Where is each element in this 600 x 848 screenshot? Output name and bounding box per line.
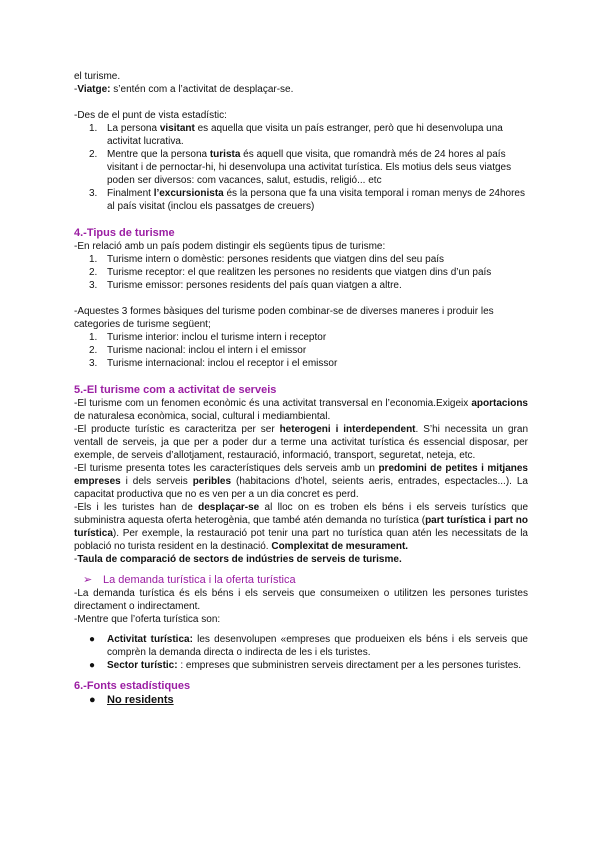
bullet-icon: ●: [89, 660, 96, 671]
section-5-para-1: -El turisme com un fenomen econòmic és una activitat transversal en l’economia.Exigeix aportacions de naturalesa econòmica, social, cultural i mediambiental.: [74, 398, 528, 422]
section-5-para-2: -El producte turístic es caracteritza per ser heterogeni i interdependent. S’hi necessita un gran ventall de serveis, ja que per a poder dur a terme una activitat turística és essencial disposar, per exemple, de serveis d’allotjament, restauració, informació, transport, seguretat, neteja, etc.: [74, 424, 528, 461]
arrow-icon: ➢: [83, 574, 93, 586]
list-item: 1. Turisme intern o domèstic: persones residents que viatgen dins del seu país: [89, 254, 445, 265]
demanda-para-2: -Mentre que l’oferta turística son:: [74, 614, 221, 625]
document-page: [74, 70, 528, 707]
demanda-para-1: -La demanda turística és els béns i els serveis que consumeixen o utilitzen les persones turistes directament o indirectament.: [74, 588, 528, 612]
section-5-heading: 5.-El turisme com a activitat de serveis: [74, 384, 277, 396]
list-item: 3. Finalment l’excursionista és la persona que fa una visita temporal i roman menys de 24hores al país visitat (inclou els passatges de creuers): [89, 188, 525, 212]
list-item: 2. Turisme nacional: inclou el intern i el emissor: [89, 345, 307, 356]
viatge-term: Viatge:: [77, 84, 111, 95]
section-4-intro: -En relació amb un país podem distingir els següents tipus de turisme:: [74, 241, 386, 252]
viatge-definition: -Viatge: s’entén com a l’activitat de desplaçar-se.: [74, 84, 294, 95]
list-item: 1. La persona visitant es aquella que visita un país estranger, però que hi desenvolupa una activitat lucrativa.: [89, 123, 503, 147]
bullet-icon: ●: [89, 634, 96, 645]
list-item: 2. Turisme receptor: el que realitzen les persones no residents que viatgen dins d’un país: [89, 267, 492, 278]
list-item: 3. Turisme emissor: persones residents del país quan viatgen a altre.: [89, 280, 402, 291]
demanda-heading: ➢ La demanda turística i la oferta turística: [83, 574, 296, 586]
tourism-categories-list: [74, 331, 528, 370]
section-5-para-4: -Els i les turistes han de desplaçar-se al lloc on es troben els béns i els serveis turístics que subministra aquesta oferta heterogènia, que també atén demanda no turística (part turística i part no turística). Per exemple, la restauració pot tenir una part no turística quan atén les necessitats de la població no turista resident en la destinació. Complexitat de mesurament.: [74, 502, 528, 552]
section-5-para-5: -Taula de comparació de sectors de indústries de serveis de turisme.: [74, 554, 402, 565]
section-4-para: -Aquestes 3 formes bàsiques del turisme poden combinar-se de diverses maneres i produir les categories de turisme següent;: [74, 306, 494, 330]
bullet-icon: ●: [89, 694, 96, 706]
fonts-list: [74, 693, 528, 707]
section-4-heading: 4.-Tipus de turisme: [74, 227, 175, 239]
list-item: 2. Mentre que la persona turista és aquell que visita, que romandrà més de 24 hores al país visitant i de pernoctar-hi, hi desenvolupa una activitat turística. Els motius dels seus viatges poden ser diversos: com vacances, salut, estudis, religió... etc: [89, 149, 512, 186]
stat-list: [74, 122, 528, 213]
section-6-heading: 6.-Fonts estadístiques: [74, 680, 191, 692]
list-item: ● Activitat turística: les desenvolupen «empreses que produeixen els béns i els serveis que comprèn la demanda directa o indirecta de les i els turistes.: [89, 634, 528, 658]
list-item: ● Sector turístic: : empreses que subministren serveis directament per a les persones turistes.: [89, 660, 522, 671]
oferta-list: [74, 633, 528, 672]
tourism-types-list: [74, 253, 528, 292]
list-item: 1. Turisme interior: inclou el turisme intern i receptor: [89, 332, 327, 343]
section-5-para-3: -El turisme presenta totes les característiques dels serveis amb un predomini de petites i mitjanes empreses i dels serveis peribles (habitacions d’hotel, seients aeris, entrades, espectacles...). La capacitat productiva que no es ven per a un dia concret es perd.: [74, 463, 528, 500]
stat-intro: -Des de el punt de vista estadístic:: [74, 110, 227, 121]
list-item: 3. Turisme internacional: inclou el receptor i el emissor: [89, 358, 338, 369]
list-item: ● No residents: [89, 694, 174, 706]
intro-line: el turisme.: [74, 71, 121, 82]
